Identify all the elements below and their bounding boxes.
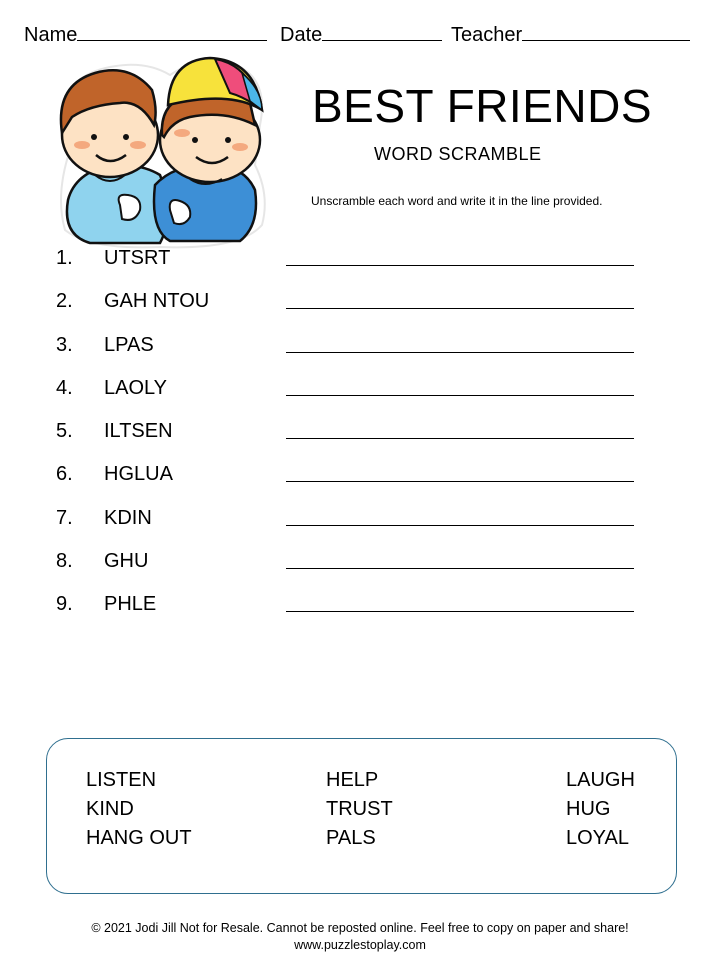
teacher-line[interactable] (522, 20, 690, 41)
answer-line[interactable] (286, 265, 634, 266)
word-bank-column (326, 766, 393, 853)
answer-line[interactable] (286, 568, 634, 569)
scrambled-word: LAOLY (104, 377, 167, 399)
date-label: Date (280, 24, 323, 46)
answer-line[interactable] (286, 352, 634, 353)
copyright-notice: © 2021 Jodi Jill Not for Resale. Cannot be reposted online. Feel free to copy on paper and share! (91, 921, 629, 935)
scrambled-word: LPAS (104, 334, 154, 356)
website-link[interactable]: www.puzzlestoplay.com (294, 938, 426, 952)
question-number: 1. (56, 247, 73, 269)
teacher-label: Teacher (451, 24, 523, 46)
word-bank-item: PALS (326, 827, 376, 849)
answer-line[interactable] (286, 438, 634, 439)
scrambled-word: GAH NTOU (104, 290, 210, 312)
date-line[interactable] (322, 20, 442, 41)
question-number: 2. (56, 290, 73, 312)
name-field[interactable] (24, 20, 267, 48)
question-number: 3. (56, 334, 73, 356)
scrambled-word: KDIN (104, 507, 152, 529)
word-bank-column (566, 766, 635, 853)
answer-line[interactable] (286, 525, 634, 526)
word-bank-item: KIND (86, 798, 134, 820)
question-number: 7. (56, 507, 73, 529)
scrambled-word: HGLUA (104, 463, 173, 485)
name-label: Name (24, 24, 78, 46)
word-bank-item: LAUGH (566, 769, 635, 791)
scrambled-word: GHU (104, 550, 149, 572)
word-bank-item: TRUST (326, 798, 393, 820)
word-bank-item: LOYAL (566, 827, 629, 849)
question-number: 6. (56, 463, 73, 485)
word-bank-item: HELP (326, 769, 379, 791)
question-number: 4. (56, 377, 73, 399)
page-subtitle: WORD SCRAMBLE (374, 144, 542, 164)
answer-line[interactable] (286, 395, 634, 396)
scrambled-word: ILTSEN (104, 420, 173, 442)
instructions: Unscramble each word and write it in the line provided. (311, 194, 603, 208)
scrambled-word: PHLE (104, 593, 157, 615)
teacher-field[interactable] (451, 20, 690, 48)
word-bank-item: LISTEN (86, 769, 157, 791)
word-bank-item: HUG (566, 798, 611, 820)
answer-line[interactable] (286, 481, 634, 482)
date-field[interactable] (280, 20, 442, 48)
word-bank-column (86, 766, 192, 853)
word-bank (46, 738, 677, 894)
page-title: BEST FRIENDS (312, 80, 652, 132)
name-line[interactable] (77, 20, 267, 41)
question-number: 9. (56, 593, 73, 615)
question-number: 8. (56, 550, 73, 572)
question-number: 5. (56, 420, 73, 442)
answer-line[interactable] (286, 611, 634, 612)
answer-line[interactable] (286, 308, 634, 309)
best-friends-icon (50, 55, 275, 250)
scrambled-word: UTSRT (104, 247, 171, 269)
word-bank-item: HANG OUT (86, 827, 192, 849)
